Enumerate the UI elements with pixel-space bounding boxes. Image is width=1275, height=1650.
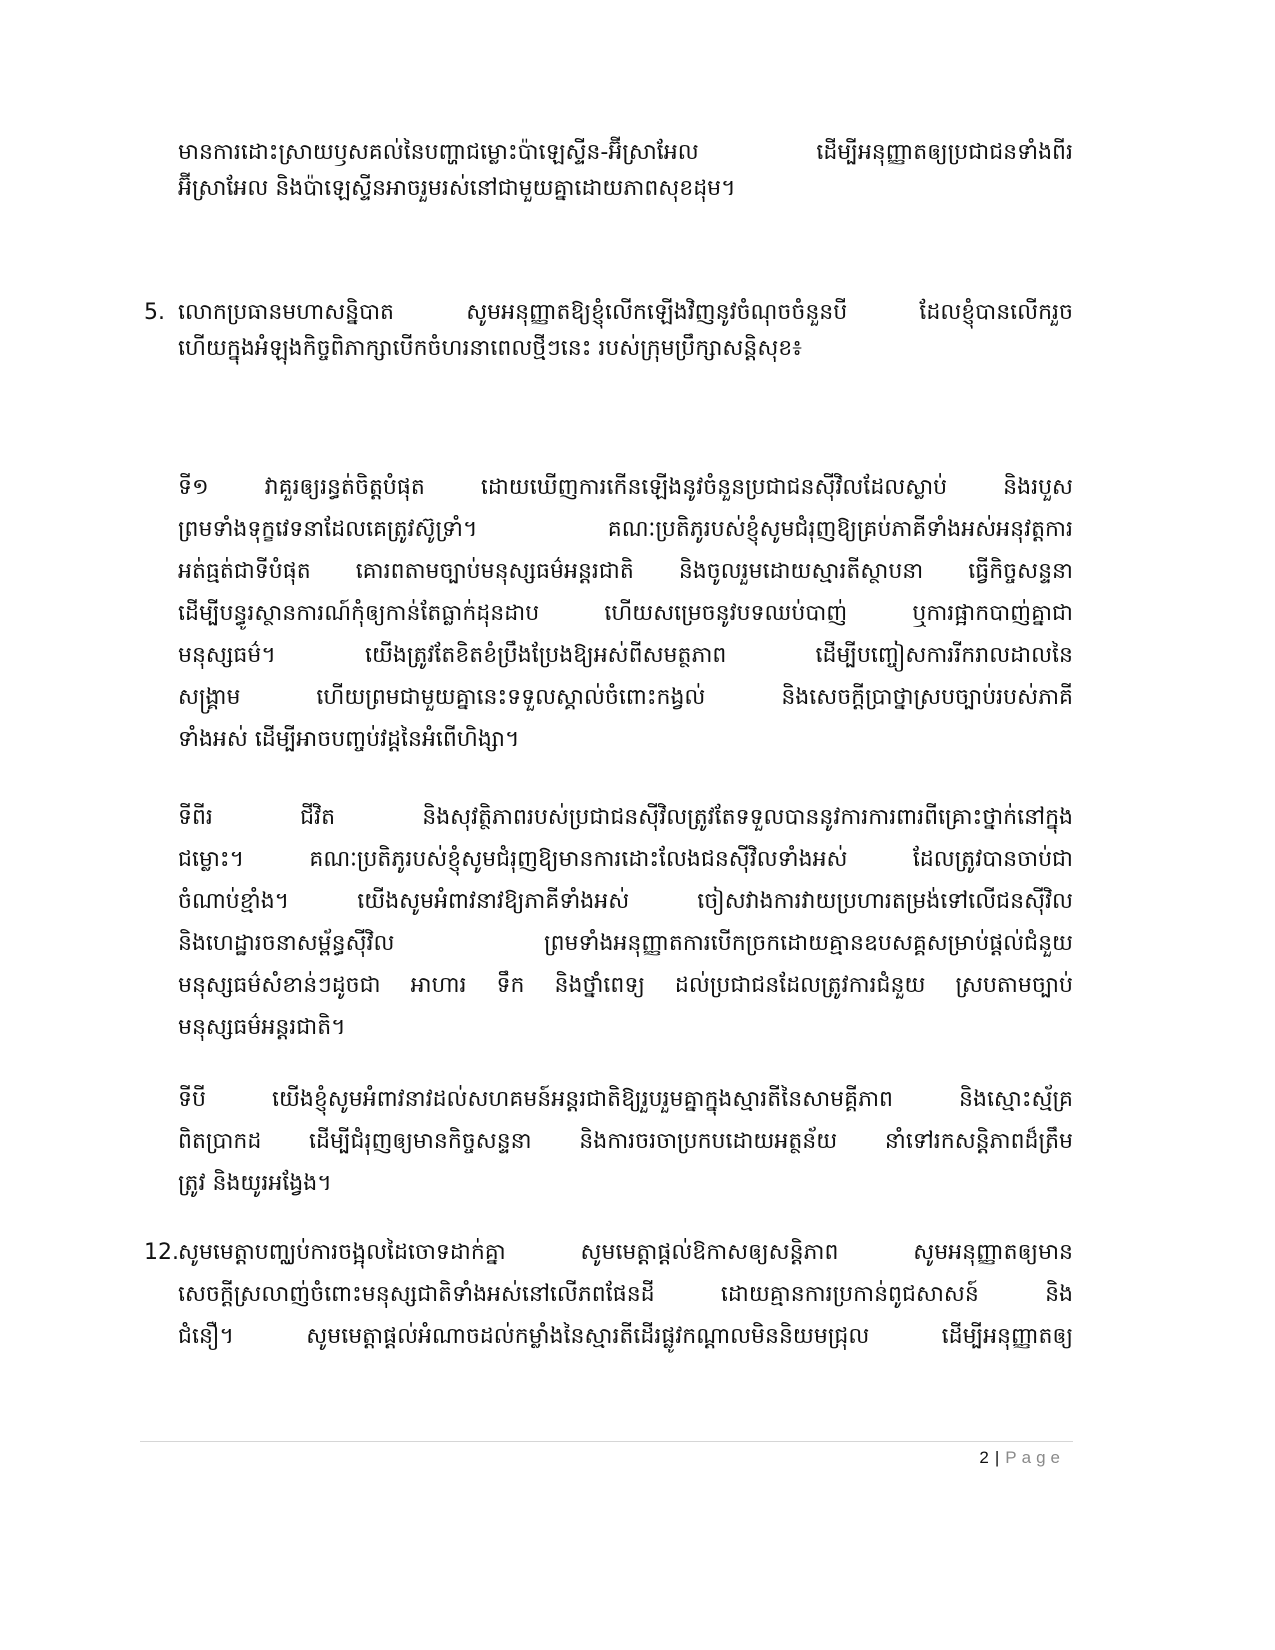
paragraph-line: ដើម្បីបន្ធូរស្ថានការណ៍កុំឲ្យកាន់តែធ្លាក់ដុនដាប ហើយសម្រេចនូវបទឈប់បាញ់ ឬការផ្អាកបាញ់គ្នាជា xyxy=(178,601,1073,626)
paragraph-line: ពិតប្រាកដ ដើម្បីជំរុញឲ្យមានកិច្ចសន្ទនា និងការចរចាប្រកបដោយអត្ថន័យ នាំទៅរកសន្តិភាពដ៏ត្រឹម xyxy=(178,1129,1073,1154)
paragraph-line: ទីបី យើងខ្ញុំសូមអំពាវនាវដល់សហគមន៍អន្តរជាតិឱ្យរួបរួមគ្នាក្នុងស្មារតីនៃសាមគ្គីភាព និងស្មោះស្ម័គ្រ xyxy=(178,1087,1073,1112)
paragraph-line: ជម្លោះ។ គណៈប្រតិភូរបស់ខ្ញុំសូមជំរុញឱ្យមានការដោះលែងជនស៊ីវិលទាំងអស់ ដែលត្រូវបានចាប់ជា xyxy=(178,847,1073,872)
page-number: 2 xyxy=(979,1448,989,1467)
paragraph-line: ត្រូវ និងយូរអង្វែង។ xyxy=(178,1171,332,1196)
paragraph-line: មានការដោះស្រាយឫសគល់នៃបញ្ហាជម្លោះប៉ាឡេស្ទីន-អ៊ីស្រាអែល ដើម្បីអនុញ្ញាតឲ្យប្រជាជនទាំងពីរ xyxy=(178,140,1073,165)
page-label: Page xyxy=(1005,1448,1065,1467)
paragraph-line: ទីពីរ ជីវិត និងសុវត្ថិភាពរបស់ប្រជាជនស៊ីវិលត្រូវតែទទួលបាននូវការការពារពីគ្រោះថ្នាក់នៅក្នុង xyxy=(178,805,1073,830)
paragraph-continuation xyxy=(178,135,1073,207)
paragraph-line: សេចក្តីស្រលាញ់ចំពោះមនុស្សជាតិទាំងអស់នៅលើភពផែនដី ដោយគ្មានការប្រកាន់ពូជសាសន៍ និង xyxy=(178,1282,1073,1307)
paragraph-number: 5. xyxy=(144,300,165,325)
paragraph-12 xyxy=(144,1232,1073,1358)
paragraph-line: សង្គ្រាម ហើយព្រមជាមួយគ្នានេះទទួលស្គាល់ចំពោះកង្វល់ និងសេចក្តីប្រាថ្នាស្របច្បាប់របស់ភាគី xyxy=(178,685,1073,710)
paragraph-line: មនុស្សធម៌សំខាន់ៗដូចជា អាហារ ទឹក និងថ្នាំពេទ្យ ដល់ប្រជាជនដែលត្រូវការជំនួយ ស្របតាមច្បាប់ xyxy=(178,973,1073,998)
point-first xyxy=(178,467,1073,761)
paragraph-5 xyxy=(144,295,1073,367)
paragraph-line: ជំនឿ។ សូមមេត្តាផ្តល់អំណាចដល់កម្លាំងនៃស្មារតីដើរផ្លូវកណ្តាលមិននិយមជ្រុល ដើម្បីអនុញ្ញាតឲ្យ xyxy=(178,1324,1073,1349)
paragraph-line: ព្រមទាំងទុក្ខវេទនាដែលគេត្រូវស៊ូទ្រាំ។ គណៈប្រតិភូរបស់ខ្ញុំសូមជំរុញឱ្យគ្រប់ភាគីទាំងអស់អនុវត្តការ xyxy=(178,517,1073,542)
paragraph-line: លោកប្រធានមហាសន្និបាត សូមអនុញ្ញាតឱ្យខ្ញុំលើកឡើងវិញនូវចំណុចចំនួនបី ដែលខ្ញុំបានលើករួច xyxy=(178,300,1073,325)
page-footer xyxy=(979,1447,1065,1469)
paragraph-line: ទី១ វាគួរឲ្យរន្ធត់ចិត្តបំផុត ដោយឃើញការកើនឡើងនូវចំនួនប្រជាជនស៊ីវិលដែលស្លាប់ និងរបួស xyxy=(178,475,1073,500)
paragraph-line: សូមមេត្តាបញ្ឈប់ការចង្អុលដៃចោទដាក់គ្នា សូមមេត្តាផ្តល់ឱកាសឲ្យសន្តិភាព សូមអនុញ្ញាតឲ្យមាន xyxy=(178,1240,1073,1265)
paragraph-number: 12. xyxy=(144,1240,179,1265)
paragraph-line: អ៊ីស្រាអែល និងប៉ាឡេស្ទីនអាចរួមរស់នៅជាមួយគ្នាដោយភាពសុខដុម។ xyxy=(178,176,736,201)
point-third xyxy=(178,1079,1073,1205)
paragraph-line: ទាំងអស់ ដើម្បីអាចបញ្ចប់វដ្តនៃអំពើហិង្សា។ xyxy=(178,727,520,752)
paragraph-line: និងហេដ្ឋារចនាសម្ព័ន្ធស៊ីវិល ព្រមទាំងអនុញ្ញាតការបើកច្រកដោយគ្មានឧបសគ្គសម្រាប់ផ្តល់ជំនួយ xyxy=(178,931,1073,956)
paragraph-line: ចំណាប់ខ្មាំង។ យើងសូមអំពាវនាវឱ្យភាគីទាំងអស់ ចៀសវាងការវាយប្រហារតម្រង់ទៅលើជនស៊ីវិល xyxy=(178,889,1073,914)
paragraph-line: ហើយក្នុងអំឡុងកិច្ចពិភាក្សាបើកចំហរនាពេលថ្មីៗនេះ របស់ក្រុមប្រឹក្សាសន្តិសុខ៖ xyxy=(178,336,802,361)
footer-separator: | xyxy=(994,1448,1000,1467)
paragraph-line: មនុស្សធម៌អន្តរជាតិ។ xyxy=(178,1015,346,1040)
paragraph-line: អត់ធ្មត់ជាទីបំផុត គោរពតាមច្បាប់មនុស្សធម៌អន្តរជាតិ និងចូលរួមដោយស្មារតីស្ថាបនា ធ្វើកិច្ចសន្ទនា xyxy=(178,559,1073,584)
footer-divider xyxy=(140,1441,1073,1442)
point-second xyxy=(178,797,1073,1049)
paragraph-line: មនុស្សធម៌។ យើងត្រូវតែខិតខំប្រឹងប្រែងឱ្យអស់ពីសមត្ថភាព ដើម្បីបញ្ចៀសការរីករាលដាលនៃ xyxy=(178,643,1073,668)
